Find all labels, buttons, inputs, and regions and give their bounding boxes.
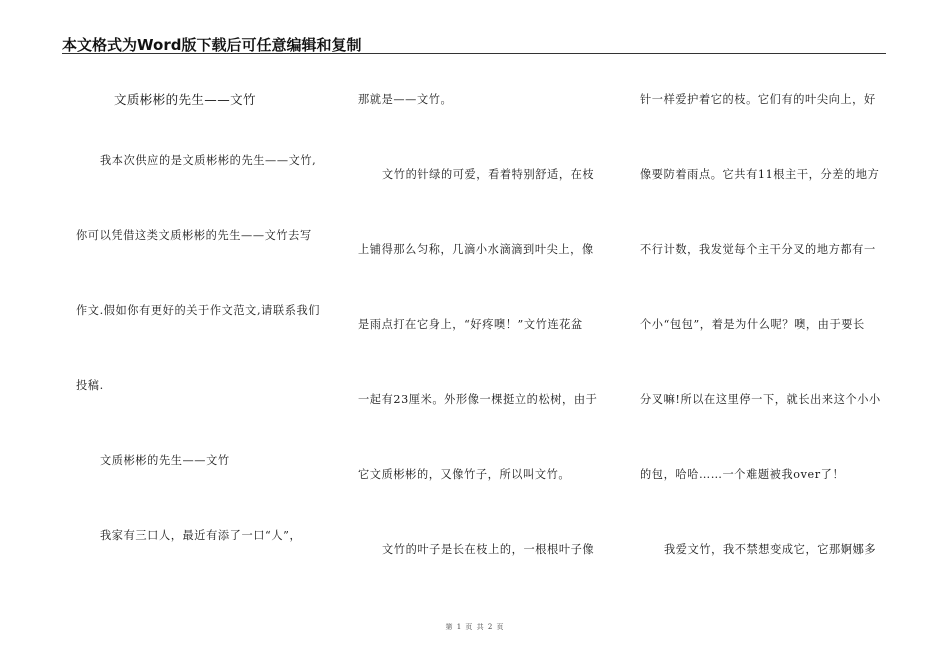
paragraph-line: 不行计数，我发觉每个主干分叉的地方都有一 — [640, 243, 876, 256]
document-header-title: 本文格式为Word版下载后可任意编辑和复制 — [62, 36, 362, 54]
paragraph-line: 我家有三口人，最近有添了一口“人”， — [100, 529, 302, 542]
paragraph-line: 我本次供应的是文质彬彬的先生——文竹, — [100, 154, 317, 167]
paragraph-line: 像要防着雨点。它共有11根主干，分差的地方 — [640, 168, 880, 181]
paragraph-line: 它文质彬彬的，又像竹子，所以叫文竹。 — [358, 468, 571, 481]
paragraph-line: 文竹的叶子是长在枝上的，一根根叶子像 — [382, 543, 595, 556]
paragraph-line: 我爱文竹，我不禁想变成它，它那婀娜多 — [664, 543, 877, 556]
paragraph-line: 文竹的针绿的可爱，看着特别舒适，在枝 — [382, 168, 595, 181]
paragraph-line: 作文.假如你有更好的关于作文范文,请联系我们 — [76, 304, 321, 317]
paragraph-line: 分叉嘛!所以在这里停一下，就长出来这个小小 — [640, 393, 881, 406]
section-heading: 文质彬彬的先生——文竹 — [100, 454, 230, 467]
paragraph-line: 是雨点打在它身上，“好疼噢！”文竹连花盆 — [358, 318, 583, 331]
page-number: 第 1 页 共 2 页 — [445, 623, 505, 631]
paragraph-line: 个小“包包”，着是为什么呢？噢，由于要长 — [640, 318, 865, 331]
paragraph-line: 上铺得那么匀称，几滴小水滴滴到叶尖上，像 — [358, 243, 594, 256]
article-title: 文质彬彬的先生——文竹 — [114, 92, 256, 107]
paragraph-line: 的包，哈哈……一个难题被我over了！ — [640, 468, 845, 481]
paragraph-line: 那就是——文竹。 — [358, 93, 453, 106]
paragraph-line: 投稿. — [76, 379, 104, 392]
paragraph-line: 一起有23厘米。外形像一棵挺立的松树，由于 — [358, 393, 598, 406]
paragraph-line: 针一样爱护着它的枝。它们有的叶尖向上，好 — [640, 93, 876, 106]
header-divider — [62, 53, 886, 54]
paragraph-line: 你可以凭借这类文质彬彬的先生——文竹去写 — [76, 229, 312, 242]
